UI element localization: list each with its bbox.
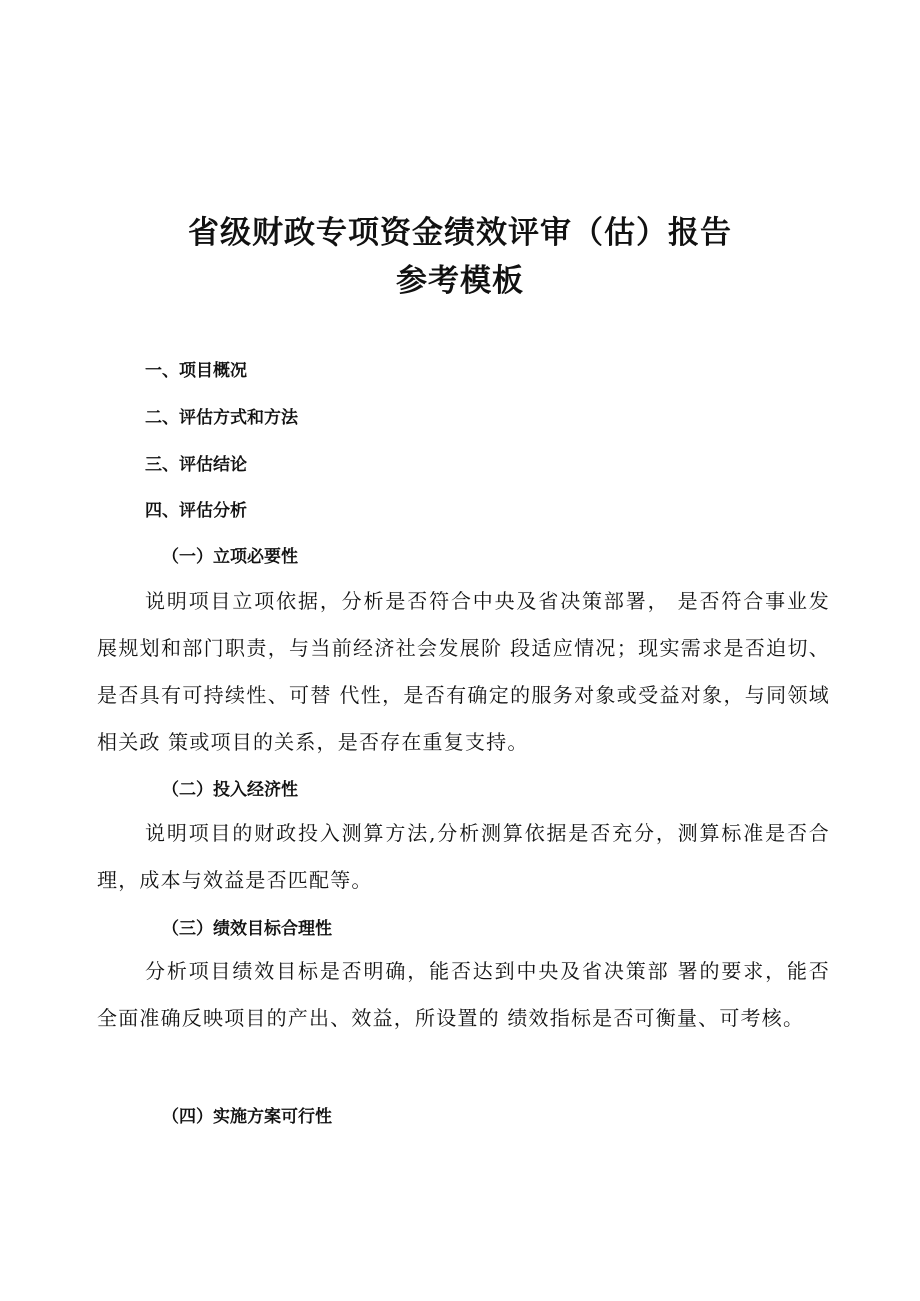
document-title-line1: 省级财政专项资金绩效评审（估）报告 xyxy=(188,215,732,251)
subsection-heading-feasibility: （四）实施方案可行性 xyxy=(162,1107,332,1127)
paragraph-economy: 说明项目的财政投入测算方法,分析测算依据是否充分，测算标准是否合理，成本与效益是否匹配等。 xyxy=(97,821,830,892)
section-heading-methods: 二、评估方式和方法 xyxy=(145,408,298,428)
section-heading-analysis: 四、评估分析 xyxy=(145,501,247,521)
subsection-heading-necessity: （一）立项必要性 xyxy=(162,547,298,567)
section-heading-conclusion: 三、评估结论 xyxy=(145,455,247,475)
subsection-heading-goals: （三）绩效目标合理性 xyxy=(162,919,332,939)
paragraph-goals: 分析项目绩效目标是否明确，能否达到中央及省决策部 署的要求，能否全面准确反映项目的产出、效益，所设置的 绩效指标是否可衡量、可考核。 xyxy=(97,959,830,1030)
document-title-line2: 参考模板 xyxy=(396,263,524,299)
paragraph-necessity: 说明项目立项依据，分析是否符合中央及省决策部署， 是否符合事业发展规划和部门职责，与当前经济社会发展阶 段适应情况；现实需求是否迫切、是否具有可持续性、可替 代性，是否有确定的服务对象或受益对象，与同领域相关政 策或项目的关系，是否存在重复支持。 xyxy=(97,589,830,754)
section-heading-overview: 一、项目概况 xyxy=(145,361,247,381)
subsection-heading-economy: （二）投入经济性 xyxy=(162,780,298,800)
